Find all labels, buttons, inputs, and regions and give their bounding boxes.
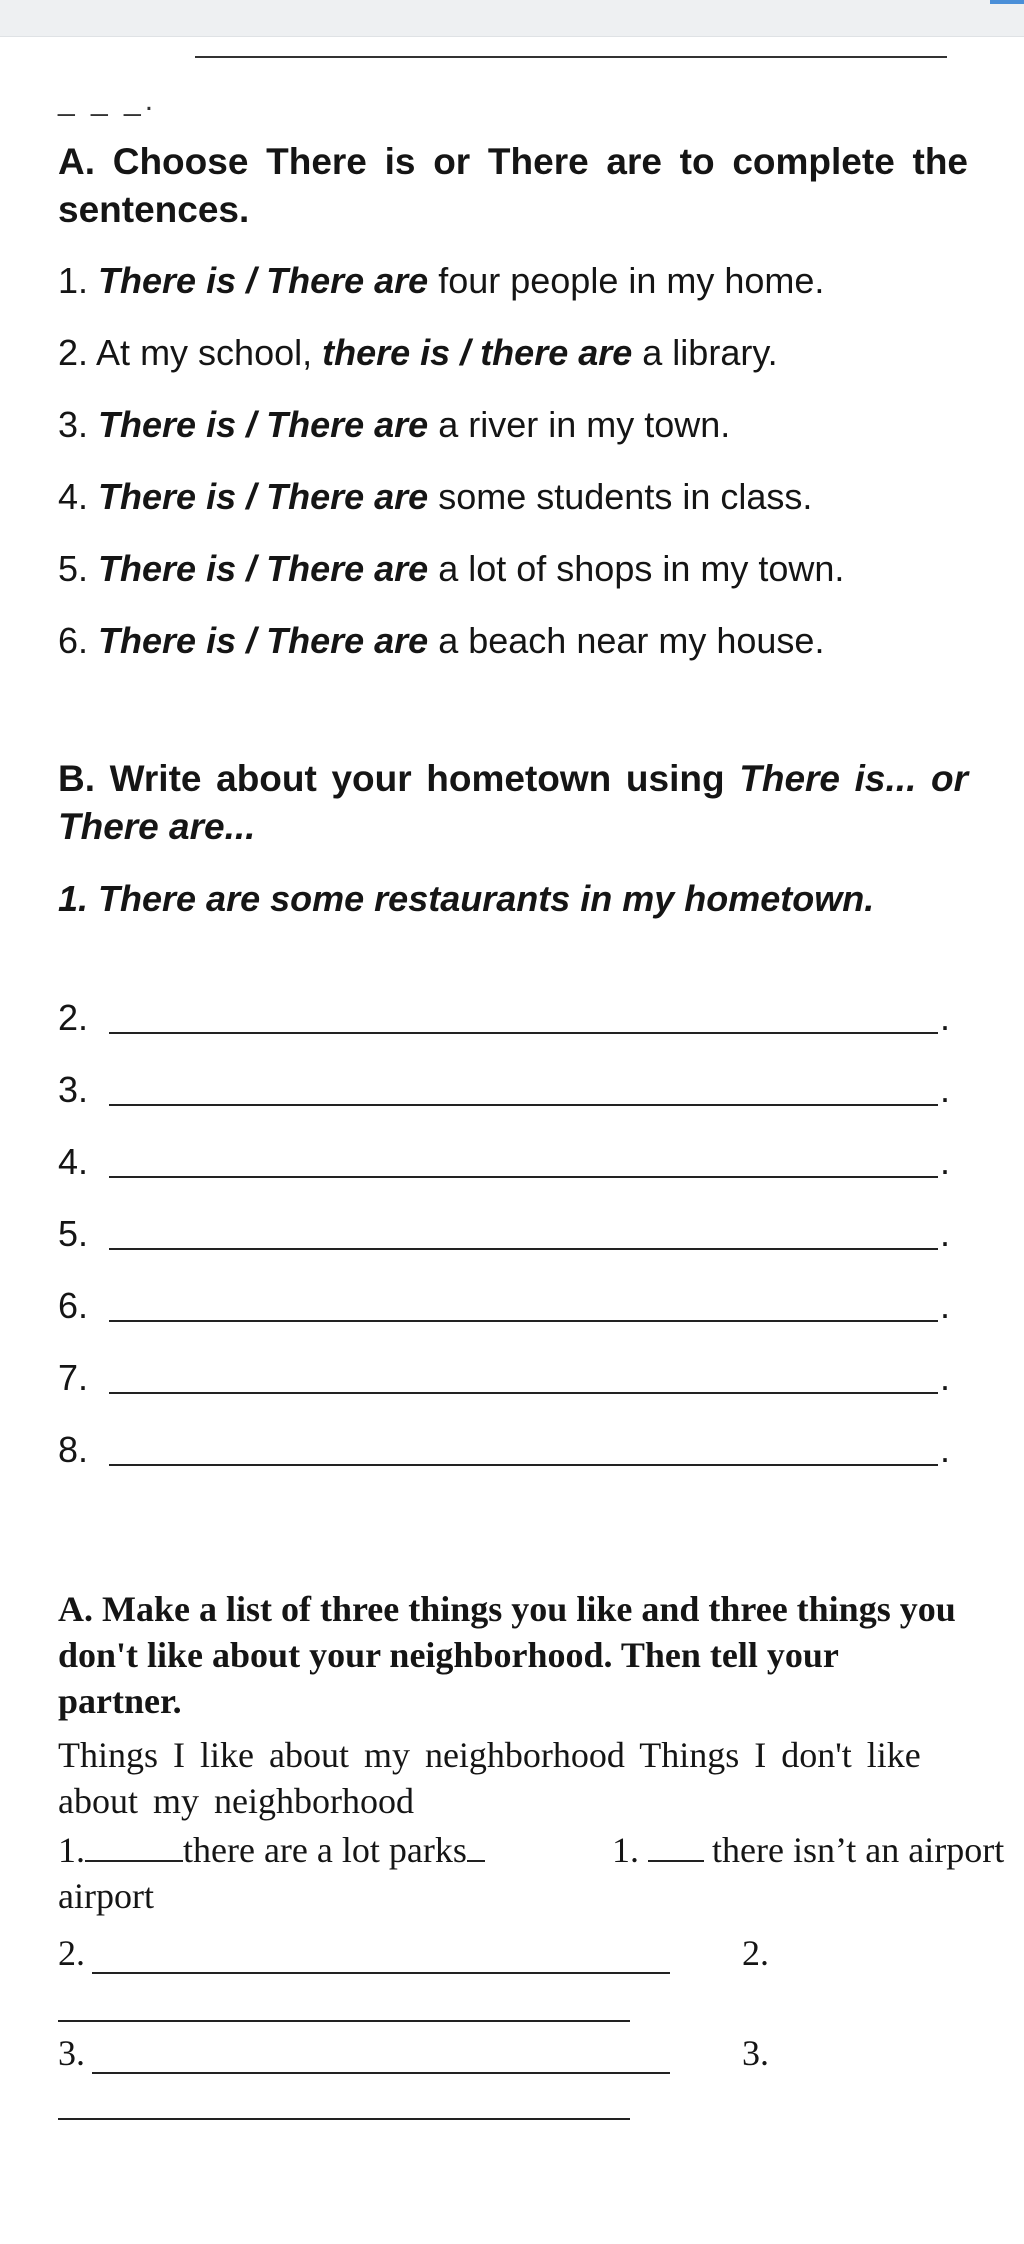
write-line-8[interactable]: 8. . [58,1429,950,1470]
section-a-heading: A. Choose There is or There are to complete the sentences. [58,141,968,230]
like-item-1: 1. there are a lot parks [58,1827,485,1873]
write-line-7[interactable]: 7. . [58,1357,950,1398]
dislike-item-3-num: 3. [742,2033,769,2073]
columns-heading: Things I like about my neighborhood Things I don't like about my neighborhood [58,1735,921,1821]
top-rule [195,56,947,58]
like-line-2[interactable] [92,1972,670,1974]
write-line-2[interactable]: 2. . [58,997,950,1038]
exercise-item-3: 3. There is / There are a river in my town. [58,404,731,445]
write-line-3[interactable]: 3. . [58,1069,950,1110]
top-bar [0,0,1024,37]
dislike-item-2-num: 2. [742,1933,769,1973]
top-dashes: _ _ _. [58,84,158,117]
exercise-item-2: 2. At my school, there is / there are a library. [58,332,778,373]
like-item-3-num: 3. [58,2033,85,2073]
exercise-item-6: 6. There is / There are a beach near my house. [58,620,825,661]
like-line-3-extra[interactable] [58,2118,630,2120]
section-b-example: 1. There are some restaurants in my hometown. [58,878,875,919]
section-b-heading: B. Write about your hometown using There is... or There are... [58,758,968,847]
exercise-item-1: 1. There is / There are four people in my home. [58,260,825,301]
exercise-item-5: 5. There is / There are a lot of shops in my town. [58,548,845,589]
top-bar-accent [990,0,1024,4]
like-item-2-num: 2. [58,1933,85,1973]
like-line-2-extra[interactable] [58,2020,630,2022]
like-line-3[interactable] [92,2072,670,2074]
write-line-4[interactable]: 4. . [58,1141,950,1182]
dislike-item-1-num: 1. [612,1827,704,1873]
section-c-heading: A. Make a list of three things you like and three things you don't like about your neighborhood. Then tell your partner. [58,1589,956,1721]
write-line-5[interactable]: 5. . [58,1213,950,1254]
dislike-item-1-answer: there isn’t an airport [712,1830,1005,1870]
dislike-item-1-continued: airport [58,1876,154,1916]
exercise-item-4: 4. There is / There are some students in class. [58,476,813,517]
write-line-6[interactable]: 6. . [58,1285,950,1326]
